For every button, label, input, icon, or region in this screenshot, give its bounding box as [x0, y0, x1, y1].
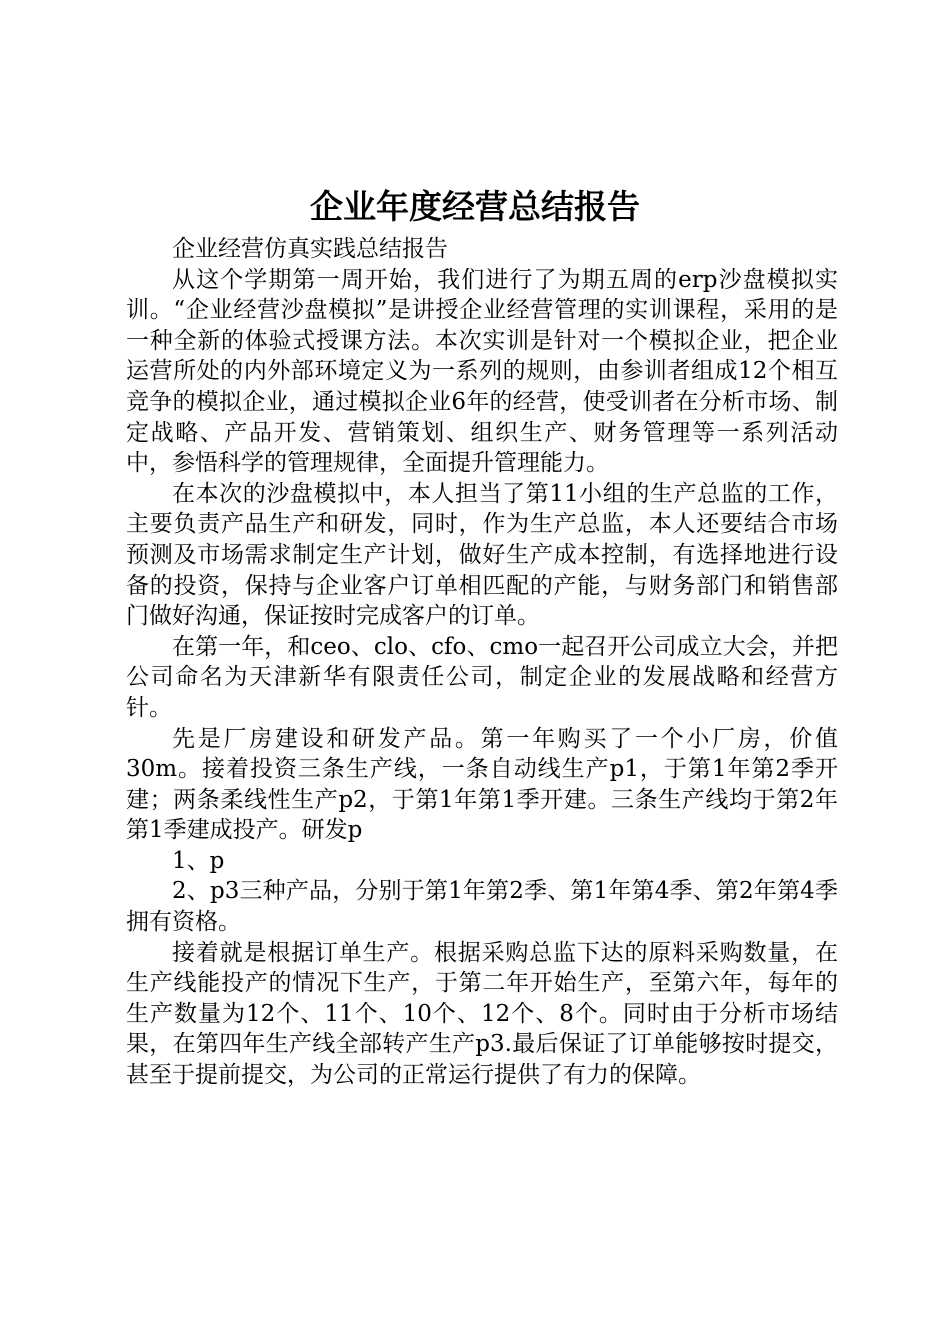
- document-title: 企业年度经营总结报告: [310, 187, 640, 226]
- paragraph-products: 2、p3三种产品，分别于第1年第2季、第1年第4季、第2年第4季拥有资格。: [126, 878, 838, 936]
- paragraph-construction: 先是厂房建设和研发产品。第一年购买了一个小厂房，价值30m。接着投资三条生产线，一条自动线生产p1，于第1年第2季开建；两条柔线性生产p2，于第1年第1季开建。三条生产线均于第2年第1季建成投产。研发p: [126, 725, 838, 844]
- paragraph-production: 接着就是根据订单生产。根据采购总监下达的原料采购数量，在生产线能投产的情况下生产，于第二年开始生产，至第六年，每年的生产数量为12个、11个、10个、12个、8个。同时由于分析市场结果，在第四年生产线全部转产生产p3.最后保证了订单能够按时提交，甚至于提前提交，为公司的正常运行提供了有力的保障。: [126, 939, 838, 1089]
- paragraph-role: 在本次的沙盘模拟中，本人担当了第11小组的生产总监的工作，主要负责产品生产和研发，同时，作为生产总监，本人还要结合市场预测及市场需求制定生产计划，做好生产成本控制，有选择地进行设备的投资，保持与企业客户订单相匹配的产能，与财务部门和销售部门做好沟通，保证按时完成客户的订单。: [126, 480, 838, 630]
- paragraph-subtitle: 企业经营仿真实践总结报告: [172, 236, 448, 262]
- paragraph-first-year: 在第一年，和ceo、clo、cfo、cmo一起召开公司成立大会，并把公司命名为天津新华有限责任公司，制定企业的发展战略和经营方针。: [126, 633, 838, 721]
- paragraph-intro: 从这个学期第一周开始，我们进行了为期五周的erp沙盘模拟实训。“企业经营沙盘模拟”是讲授企业经营管理的实训课程，采用的是一种全新的体验式授课方法。本次实训是针对一个模拟企业，把企业运营所处的内外部环境定义为一系列的规则，由参训者组成12个相互竞争的模拟企业，通过模拟企业6年的经营，使受训者在分析市场、制定战略、产品开发、营销策划、组织生产、财务管理等一系列活动中，参悟科学的管理规律，全面提升管理能力。: [126, 266, 838, 477]
- document-body: [126, 234, 838, 1091]
- paragraph-fragment-p1: 1、p: [172, 847, 225, 874]
